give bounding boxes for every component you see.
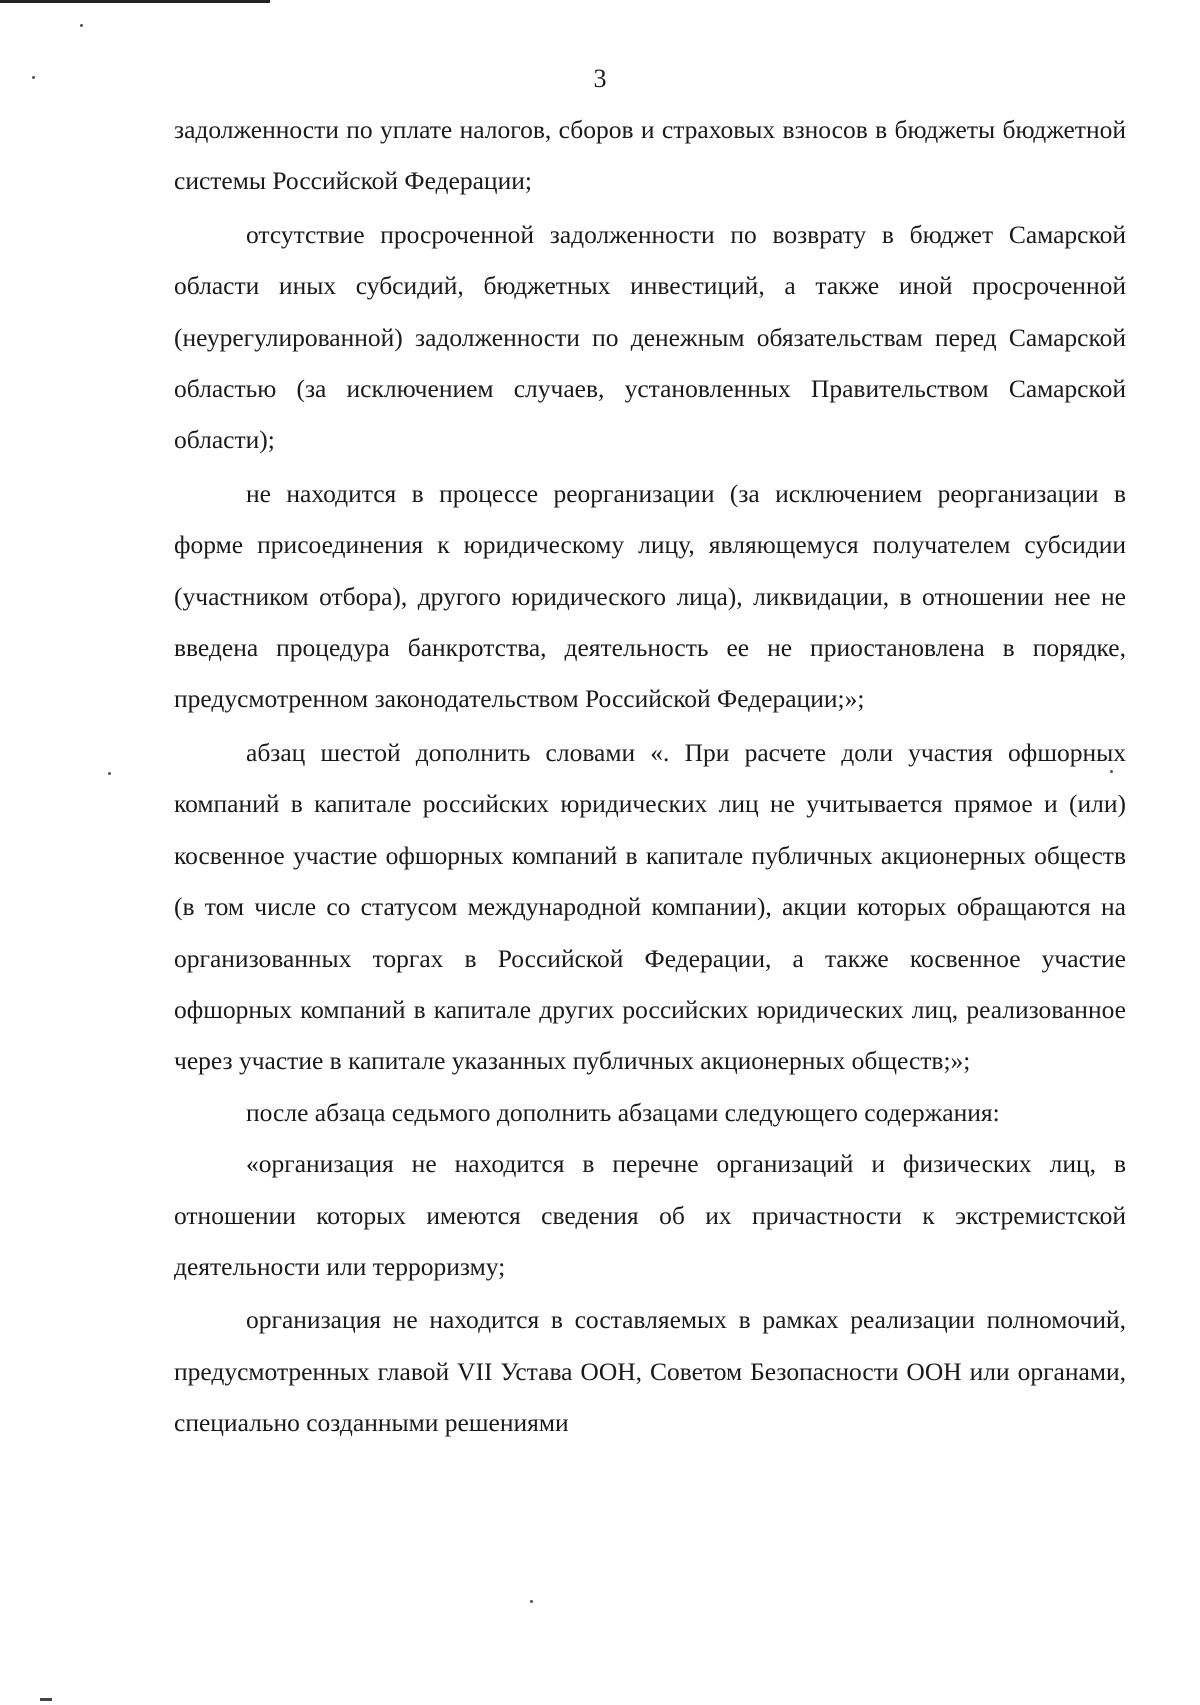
scan-speck (80, 24, 83, 27)
paragraph-offshore-companies: абзац шестой дополнить словами «. При расчете доли участия офшорных компаний в капитале российских юридических лиц не учитывается прямое и (или) косвенное участие офшорных компаний в капитале публичных акционерных обществ (в том числе со статусом международной компании), акции которых обращаются на организованных торгах в Российской Федерации, а также косвенное участие офшорных компаний в капитале других российских юридических лиц, реализованное через участие в капитале указанных публичных акционерных обществ;»; (174, 737, 1126, 1076)
paragraph-debt-taxes: задолженности по уплате налогов, сборов и страховых взносов в бюджеты бюджетной системы Российской Федерации; (174, 115, 1126, 196)
scan-edge-mark (40, 1698, 52, 1701)
scan-speck (32, 76, 35, 79)
scan-speck (108, 772, 111, 775)
scan-edge-line (0, 0, 270, 3)
paragraph-no-reorganization: не находится в процессе реорганизации (за исключением реорганизации в форме присоединения к юридическому лицу, являющемуся получателем субсидии (участником отбора), другого юридического лица), ликвидации, в отношении нее не введена процедура банкротства, деятельность ее не приостановлена в порядке, предусмотренном законодательством Российской Федерации;»; (174, 478, 1126, 714)
paragraph-no-overdue-debt: отсутствие просроченной задолженности по возврату в бюджет Самарской области иных субсидий, бюджетных инвестиций, а также иной просроченной (неурегулированной) задолженности по денежным обязательствам перед Самарской областью (за исключением случаев, установленных Правительством Самарской области); (174, 219, 1126, 455)
paragraph-extremism-list: «организация не находится в перечне организаций и физических лиц, в отношении которых имеются сведения об их причастности к экстремистской деятельности или терроризму; (174, 1149, 1126, 1281)
paragraph-after-seventh: после абзаца седьмого дополнить абзацами следующего содержания: (246, 1097, 1000, 1127)
scan-speck (1110, 770, 1113, 773)
scan-speck (530, 1600, 533, 1603)
document-body (174, 104, 1126, 1449)
paragraph-un-lists: организация не находится в составляемых в рамках реализации полномочий, предусмотренных главой VII Устава ООН, Советом Безопасности ООН или органами, специально созданными решениями (174, 1305, 1126, 1438)
page-number: 3 (593, 64, 607, 93)
